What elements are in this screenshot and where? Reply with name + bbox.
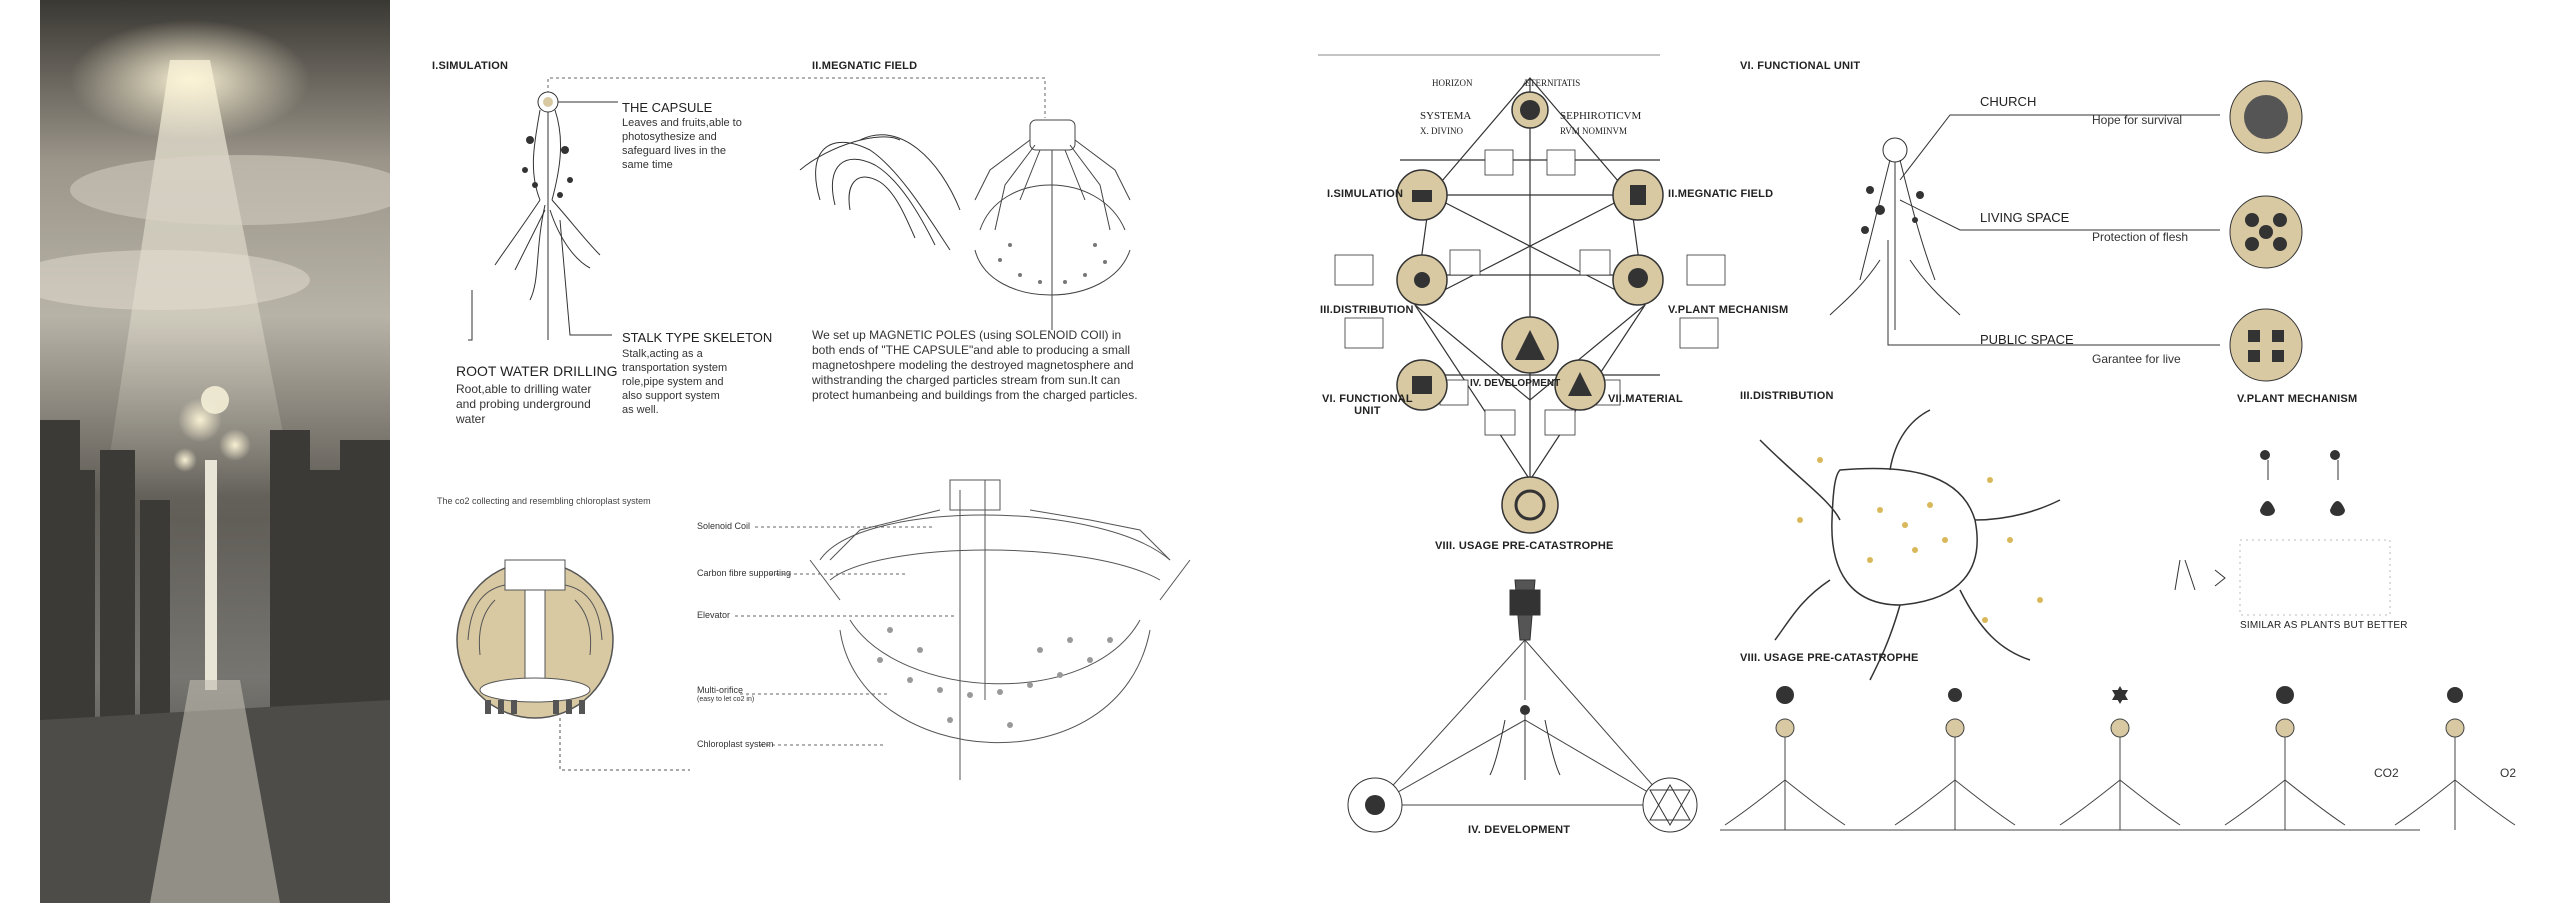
magnetic-line: magnetoshpere modeling the destroyed magnetosphere and [812,358,1134,372]
usage-header: VIII. USAGE PRE-CATASTROPHE [1740,652,1919,664]
magnetic-line: withstranding the charged particles stream from sun.It can [812,373,1121,387]
triangle-label: IV. DEVELOPMENT [1468,824,1571,836]
capsule-line: same time [622,159,673,171]
plant-header: V.PLANT MECHANISM [2237,393,2358,405]
callout-elevator: Elevator [697,610,731,620]
callout-solenoid: Solenoid Coil [697,521,751,531]
tree-label-plant: V.PLANT MECHANISM [1668,304,1789,316]
tree-top-line: SYSTEMA [1420,110,1472,122]
capsule-title: THE CAPSULE [622,100,713,115]
unit-living-title: LIVING SPACE [1980,210,2070,225]
usage-co2-label: CO2 [2374,766,2399,780]
capsule-line: safeguard lives in the [622,145,726,157]
root-line: Root,able to drilling water [456,382,592,396]
stalk-title: STALK TYPE SKELETON [622,330,773,345]
stalk-line: as well. [622,404,659,416]
tree-label-functional-line: VI. FUNCTIONAL [1322,393,1413,405]
simulation-header: I.SIMULATION [432,60,509,72]
root-line: and probing underground [456,397,591,411]
stalk-line: also support system [622,390,720,402]
functional-header: VI. FUNCTIONAL UNIT [1740,60,1861,72]
callout-chloroplast: Chloroplast system [697,739,774,749]
magnetic-line: both ends of "THE CAPSULE"and able to producing a small [812,343,1131,357]
stalk-line: transportation system [622,362,728,374]
callout-multi-orifice: Multi-orifice [697,685,744,695]
magnetic-line: We set up MAGNETIC POLES (using SOLENOID COIl) in [812,328,1122,342]
plant-caption: SIMILAR AS PLANTS BUT BETTER [2240,620,2408,631]
tree-top-line: HORIZON [1432,78,1473,88]
tree-label-magnetic: II.MEGNATIC FIELD [1668,188,1774,200]
capsule-line: photosythesize and [622,131,717,143]
root-line: water [456,412,486,426]
unit-living-sub: Protection of flesh [2092,230,2189,244]
tree-label-functional-line: UNIT [1354,405,1381,417]
unit-public-title: PUBLIC SPACE [1980,332,2074,347]
tree-label-usage: VIII. USAGE PRE-CATASTROPHE [1435,540,1614,552]
stalk-line: role,pipe system and [622,376,724,388]
callout-multi-orifice-note: (easy to let co2 in) [697,696,755,703]
usage-o2-label: O2 [2500,766,2517,780]
unit-public-sub: Garantee for live [2092,352,2181,366]
tree-label-distribution: III.DISTRIBUTION [1320,304,1414,316]
tree-top-line: SEPHIROTICVM [1560,110,1642,122]
tree-top-line: RVM NOMINVM [1560,126,1628,136]
magnetic-header: II.MEGNATIC FIELD [812,60,918,72]
tree-top-line: ÆTERNITATIS [1522,78,1581,88]
unit-church-title: CHURCH [1980,94,2037,109]
capsule-line: Leaves and fruits,able to [622,117,742,129]
co2-title: The co2 collecting and resembling chloroplast system [437,496,651,506]
magnetic-line: protect humanbeing and buildings from the charged particles. [812,388,1138,402]
tree-label-development: IV. DEVELOPMENT [1470,378,1561,389]
root-title: ROOT WATER DRILLING [456,363,618,379]
distribution-header: III.DISTRIBUTION [1740,390,1834,402]
unit-church-sub: Hope for survival [2092,113,2183,127]
callout-carbon: Carbon fibre supporting [697,568,792,578]
tree-top-line: X. DIVINO [1420,126,1463,136]
stalk-line: Stalk,acting as a [622,348,703,360]
tree-label-material: VII.MATERIAL [1608,393,1683,405]
tree-label-simulation: I.SIMULATION [1327,188,1404,200]
